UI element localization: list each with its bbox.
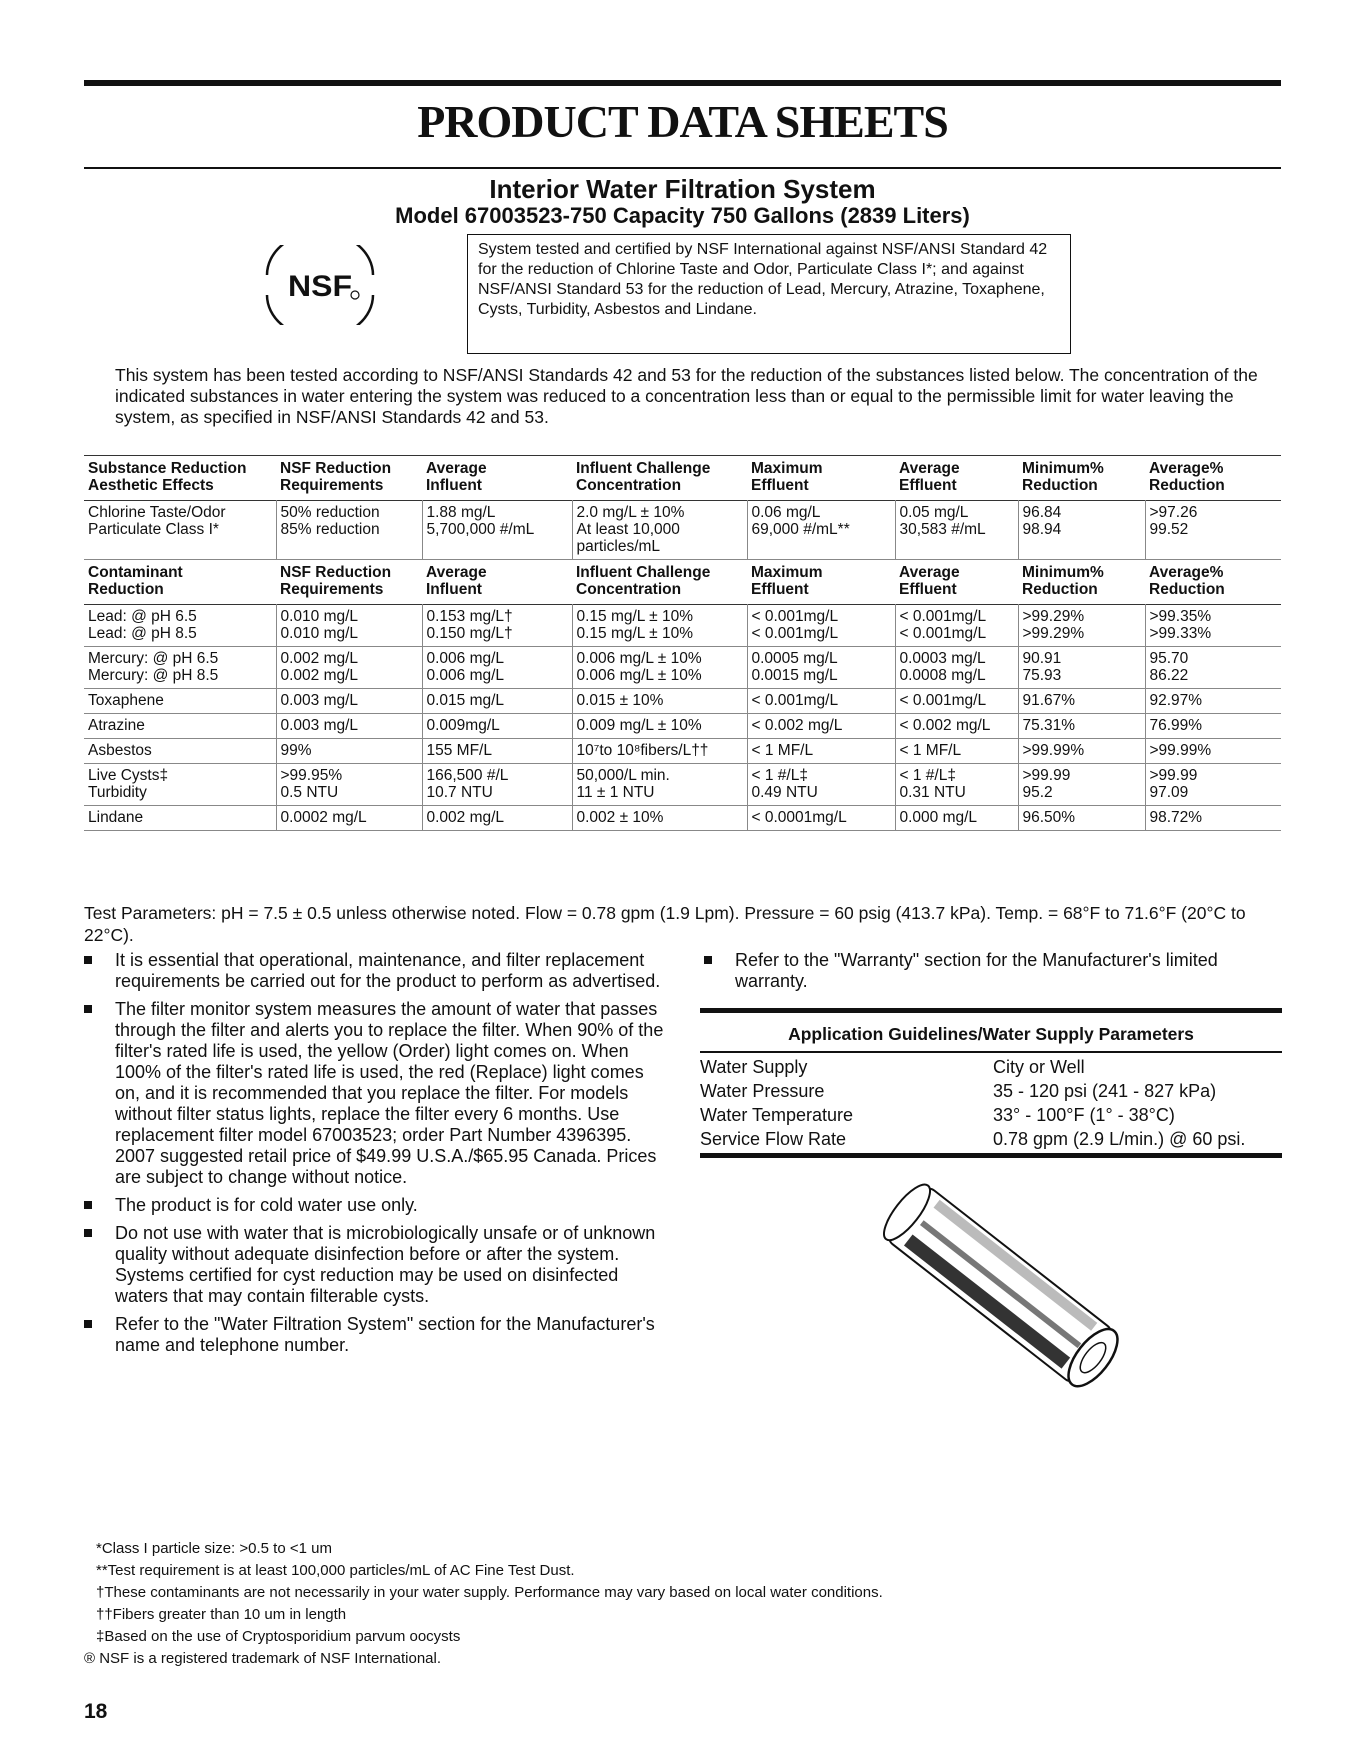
title-rule [84,167,1281,169]
table-cell: 76.99% [1145,714,1281,739]
test-parameters: Test Parameters: pH = 7.5 ± 0.5 unless otherwise noted. Flow = 0.78 gpm (1.9 Lpm). Pressure = 60 psig (413.7 kPa). Temp. = 68°F to 71.6°F (20°C to 22°C). [84,903,1246,945]
table-cell: 0.006 mg/L 0.006 mg/L [422,647,572,689]
table-cell: 0.15 mg/L ± 10% 0.15 mg/L ± 10% [572,605,747,647]
reduction-table-body [84,456,1281,831]
bullet-item [80,1314,670,1356]
nsf-logo [255,245,385,325]
bullet-list-left [80,950,670,1363]
table-cell: 0.003 mg/L [276,714,422,739]
footnote: *Class I particle size: >0.5 to <1 um [96,1540,332,1557]
footnote: ® NSF is a registered trademark of NSF International. [84,1650,442,1667]
table-cell: 90.91 75.93 [1018,647,1145,689]
filter-cartridge-image [860,1180,1140,1390]
table-cell: 50,000/L min. 11 ± 1 NTU [572,764,747,806]
app-parameter-label: Water Supply [700,1057,808,1077]
table-cell: >99.99 97.09 [1145,764,1281,806]
table-header-cell: Average% Reduction [1149,564,1225,598]
app-parameter-row [700,1055,1282,1079]
table-cell: < 1 #/L‡ 0.31 NTU [895,764,1018,806]
table-cell: Chlorine Taste/Odor Particulate Class I* [88,504,226,538]
page-number: 18 [84,1700,108,1723]
bullet-item [80,999,670,1188]
table-cell: < 1 MF/L [747,739,895,764]
app-parameter-value: City or Well [993,1057,1085,1077]
table-cell: 0.0002 mg/L [276,806,422,831]
bullet-text: Refer to the "Water Filtration System" section for the Manufacturer's name and telephone number. [115,1314,655,1355]
bullet-text: Refer to the "Warranty" section for the Manufacturer's limited warranty. [735,950,1218,991]
table-cell: Live Cysts‡ Turbidity [88,767,169,801]
app-parameter-row [700,1079,1282,1103]
table-header-cell: Maximum Effluent [751,460,823,494]
table-cell: 50% reduction 85% reduction [276,501,422,560]
table-row [84,689,1281,714]
bullet-square-icon [84,1320,92,1328]
bullet-square-icon [84,956,92,964]
bullet-square-icon [84,1201,92,1209]
bullet-item [80,1195,670,1216]
table-cell: 0.0005 mg/L 0.0015 mg/L [747,647,895,689]
table-cell: >99.99 95.2 [1018,764,1145,806]
table-header-cell: Average Effluent [899,460,960,494]
bullet-square-icon [84,1005,92,1013]
table-cell: 0.002 ± 10% [572,806,747,831]
app-parameter-value: 0.78 gpm (2.9 L/min.) @ 60 psi. [993,1129,1246,1149]
table-cell: < 0.001mg/L [747,689,895,714]
bullet-text: The product is for cold water use only. [115,1195,418,1215]
app-parameter-row [700,1127,1282,1151]
app-parameter-value: 35 - 120 psi (241 - 827 kPa) [993,1081,1217,1101]
table-header-cell: Contaminant Reduction [88,564,183,598]
table-cell: 98.72% [1145,806,1281,831]
app-parameter-label: Water Temperature [700,1105,854,1125]
table-cell: >99.35% >99.33% [1145,605,1281,647]
table-header-cell: NSF Reduction Requirements [280,460,392,494]
table-header-cell: NSF Reduction Requirements [280,564,392,598]
table-header-row [84,560,1281,605]
app-bottom-rule [700,1153,1282,1158]
app-title: Application Guidelines/Water Supply Parameters [788,1024,1194,1044]
bullet-text: Do not use with water that is microbiologically unsafe or of unknown quality without adequate disinfection before or after the system. Systems certified for cyst reduction may be used on disinfected waters that may contain filterable cysts. [115,1223,656,1306]
bullet-text: It is essential that operational, maintenance, and filter replacement requirements be carried out for the product to perform as advertised. [115,950,661,991]
intro-paragraph: This system has been tested according to NSF/ANSI Standards 42 and 53 for the reduction of the substances listed below. The concentration of the indicated substances in water entering the system was reduced to a concentration less than or equal to the permissible limit for water leaving the system, as specified in NSF/ANSI Standards 42 and 53. [115,365,1258,427]
footnote: †These contaminants are not necessarily in your water supply. Performance may vary based on local water conditions. [96,1584,883,1601]
table-row [84,605,1281,647]
table-cell: < 0.001mg/L [895,689,1018,714]
table-cell: 0.05 mg/L 30,583 #/mL [895,501,1018,560]
table-cell: 0.002 mg/L 0.002 mg/L [276,647,422,689]
table-cell: 0.0003 mg/L 0.0008 mg/L [895,647,1018,689]
table-cell: 91.67% [1018,689,1145,714]
table-cell: 0.000 mg/L [895,806,1018,831]
table-cell: < 1 MF/L [895,739,1018,764]
table-cell: Lindane [88,809,144,826]
table-cell: 0.010 mg/L 0.010 mg/L [276,605,422,647]
bullet-list-right [700,950,1290,999]
table-cell: >99.99% [1145,739,1281,764]
table-cell: 96.50% [1018,806,1145,831]
app-rows [700,1053,1282,1153]
bullet-item [700,950,1290,992]
table-cell: >97.26 99.52 [1145,501,1281,560]
table-header-cell: Maximum Effluent [751,564,823,598]
table-cell: 95.70 86.22 [1145,647,1281,689]
table-header-cell: Average% Reduction [1149,460,1225,494]
table-cell: 75.31% [1018,714,1145,739]
table-cell: Mercury: @ pH 6.5 Mercury: @ pH 8.5 [88,650,219,684]
table-row [84,501,1281,560]
app-parameter-label: Water Pressure [700,1081,825,1101]
nsf-logo-text: NSF [288,270,352,303]
table-cell: 0.003 mg/L [276,689,422,714]
table-cell: >99.29% >99.29% [1018,605,1145,647]
table-cell: 92.97% [1145,689,1281,714]
table-cell: < 0.001mg/L < 0.001mg/L [895,605,1018,647]
app-parameter-row [700,1103,1282,1127]
table-row [84,714,1281,739]
table-cell: 0.06 mg/L 69,000 #/mL** [747,501,895,560]
footnote: ‡Based on the use of Cryptosporidium parvum oocysts [96,1628,461,1645]
table-cell: < 1 #/L‡ 0.49 NTU [747,764,895,806]
system-title: Interior Water Filtration System [489,174,876,204]
bullet-item [80,950,670,992]
table-cell: 10⁷to 10⁸fibers/L†† [572,739,747,764]
certification-box: System tested and certified by NSF International against NSF/ANSI Standard 42 for the reduction of Chlorine Taste and Odor, Particulate Class I*; and against NSF/ANSI Standard 53 for the reduction of Lead, Mercury, Atrazine, Toxaphene, Cysts, Turbidity, Asbestos and Lindane. [467,234,1071,354]
table-cell: Lead: @ pH 6.5 Lead: @ pH 8.5 [88,608,197,642]
table-cell: Asbestos [88,742,152,759]
bullet-text: The filter monitor system measures the amount of water that passes through the filter and alerts you to replace the filter. When 90% of the filter's rated life is used, the yellow (Order) light comes on. When 100% of the filter's rated life is used, the red (Replace) light comes on, and it is recommended that you replace the filter. For models without filter status lights, replace the filter every 6 months. Use replacement filter model 67003523; order Part Number 4396395. 2007 suggested retail price of $49.99 U.S.A./$65.95 Canada. Prices are subject to change without notice. [115,999,664,1187]
table-row [84,764,1281,806]
reduction-table [84,455,1281,831]
table-cell: 166,500 #/L 10.7 NTU [422,764,572,806]
table-row [84,647,1281,689]
table-cell: 0.009 mg/L ± 10% [572,714,747,739]
bullet-square-icon [84,1229,92,1237]
table-cell: < 0.0001mg/L [747,806,895,831]
app-parameter-value: 33° - 100°F (1° - 38°C) [993,1105,1175,1125]
model-line: Model 67003523-750 Capacity 750 Gallons (2839 Liters) [395,203,970,228]
table-cell: < 0.002 mg/L [895,714,1018,739]
footnote: **Test requirement is at least 100,000 particles/mL of AC Fine Test Dust. [96,1562,575,1579]
table-cell: >99.99% [1018,739,1145,764]
table-header-cell: Average Effluent [899,564,960,598]
table-cell: 0.015 ± 10% [572,689,747,714]
table-cell: >99.95% 0.5 NTU [276,764,422,806]
table-cell: < 0.002 mg/L [747,714,895,739]
table-cell: 0.153 mg/L† 0.150 mg/L† [422,605,572,647]
table-cell: 0.009mg/L [422,714,572,739]
table-row [84,739,1281,764]
table-header-cell: Influent Challenge Concentration [576,460,711,494]
table-cell: Toxaphene [88,692,164,709]
table-header-cell: Average Influent [426,460,487,494]
table-header-cell: Influent Challenge Concentration [576,564,711,598]
table-cell: 96.84 98.94 [1018,501,1145,560]
top-rule [84,80,1281,86]
table-header-row [84,456,1281,501]
table-cell: 2.0 mg/L ± 10% At least 10,000 particles/mL [572,501,747,560]
app-parameter-label: Service Flow Rate [700,1129,847,1149]
bullet-item [80,1223,670,1307]
table-cell: 155 MF/L [422,739,572,764]
table-cell: 99% [276,739,422,764]
table-row [84,806,1281,831]
application-guidelines [700,1008,1282,1158]
table-cell: 0.002 mg/L [422,806,572,831]
table-cell: 0.015 mg/L [422,689,572,714]
table-cell: Atrazine [88,717,145,734]
table-header-cell: Minimum% Reduction [1022,460,1104,494]
page-title: PRODUCT DATA SHEETS [417,96,948,147]
table-header-cell: Minimum% Reduction [1022,564,1104,598]
table-cell: < 0.001mg/L < 0.001mg/L [747,605,895,647]
bullet-square-icon [704,956,712,964]
table-header-cell: Substance Reduction Aesthetic Effects [88,460,247,494]
footnotes [84,1538,1281,1670]
table-cell: 0.006 mg/L ± 10% 0.006 mg/L ± 10% [572,647,747,689]
table-header-cell: Average Influent [426,564,487,598]
footnote: ††Fibers greater than 10 um in length [96,1606,347,1623]
table-cell: 1.88 mg/L 5,700,000 #/mL [422,501,572,560]
